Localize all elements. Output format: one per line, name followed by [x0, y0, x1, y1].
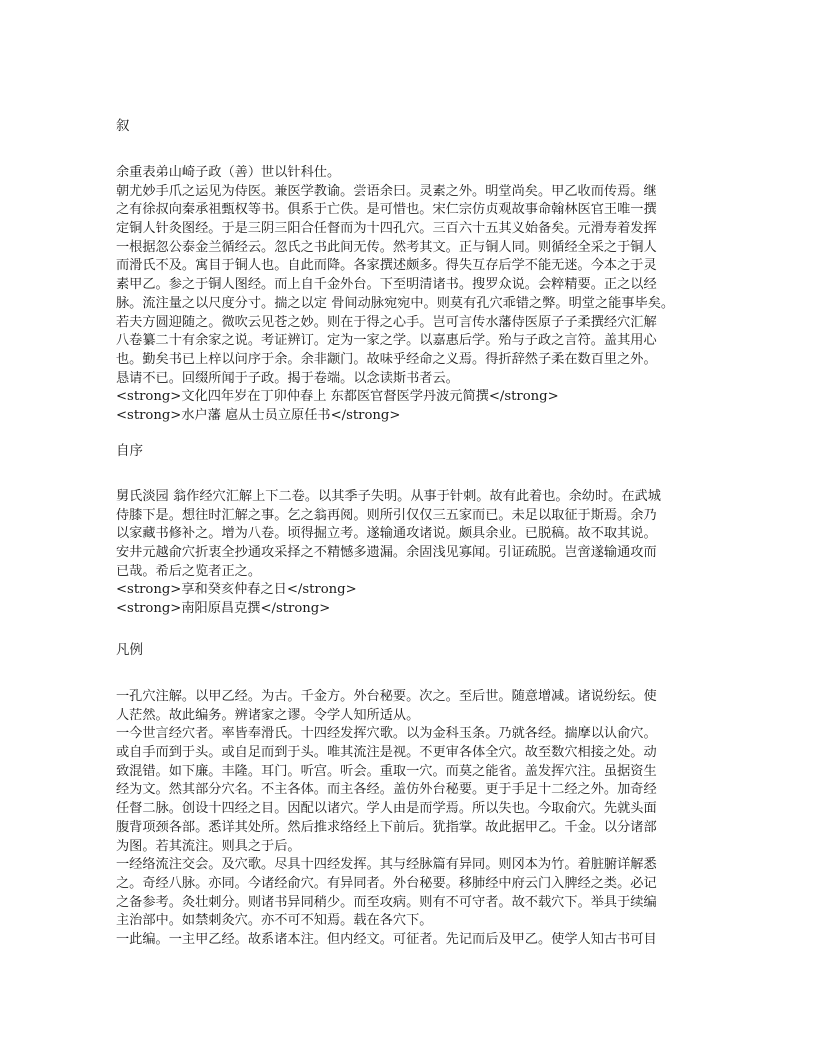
signature-line: <strong>文化四年岁在丁卯仲春上 东都医官督医学丹波元简撰</strong>	[116, 389, 559, 405]
text-line: 为图。若其流注。则具之于后。	[116, 838, 301, 854]
text-line: 脉。流注量之以尺度分寸。揣之以定 骨间动脉宛宛中。则莫有孔穴乖错之弊。明堂之能事毕矣。	[116, 295, 675, 311]
text-line: 任督二脉。创设十四经之目。因配以诸穴。学人由是而学焉。所以失也。今取俞穴。先就头面	[116, 801, 657, 817]
section-body-preface	[116, 164, 706, 426]
signature-line: <strong>享和癸亥仲春之日</strong>	[116, 582, 357, 598]
text-line: 之备参考。灸壮刺分。则诸书异同稍少。而至攻病。则有不可守者。故不载穴下。举具于续编	[116, 894, 657, 910]
text-line: 一根据忽公泰金兰循经云。忽氏之书此间无传。然考其文。正与铜人同。则循经全采之于铜人	[116, 239, 657, 255]
text-line: 也。勤矣书已上梓以问序于余。余非颛门。故味乎经命之义焉。得折辞然子柔在数百里之外。	[116, 351, 657, 367]
text-line: 舅氏淡园 翁作经穴汇解上下二卷。以其季子失明。从事于针刺。故有此着也。余幼时。在武城	[116, 489, 661, 504]
text-line: 若夫方圆迎随之。微吹云见苍之妙。则在于得之心手。岂可言传水藩侍医原子子柔撰经穴汇解	[116, 314, 657, 330]
section-body-author-preface	[116, 488, 706, 619]
section-title-conventions: 凡例	[116, 642, 143, 658]
text-line: 人茫然。故此编务。辨诸家之谬。令学人知所适从。	[116, 707, 420, 723]
text-line: 主治部中。如禁刺灸穴。亦不可不知焉。载在各穴下。	[116, 913, 433, 929]
signature-line: <strong>水户藩 扈从士员立原任书</strong>	[116, 407, 401, 423]
text-line: 一今世言经穴者。率皆奉滑氏。十四经发挥穴歌。以为金科玉条。乃就各经。揣摩以认俞穴。	[116, 726, 657, 742]
text-line: 侍膝下是。想往时汇解之事。乞之翁再阅。则所引仅仅三五家而已。未足以取征于斯焉。余乃	[116, 507, 657, 523]
section-body-conventions	[116, 688, 706, 950]
signature-line: <strong>南阳原昌克撰</strong>	[116, 601, 331, 617]
text-line: 以家藏书修补之。增为八卷。顷得掘立考。遂输通攻诸说。颇具余业。已脱稿。故不取其说。	[116, 526, 657, 542]
text-line: 安井元越俞穴折衷全抄通攻采择之不精憾多遗漏。余固浅见寡闻。引证疏脱。岂啻遂输通攻而	[116, 545, 657, 561]
section-title-preface: 叙	[116, 118, 130, 134]
section-title-author-preface: 自序	[116, 443, 143, 459]
text-line: 之。奇经八脉。亦同。今诸经俞穴。有异同者。外台秘要。移肺经中府云门入脾经之类。必记	[116, 875, 657, 891]
text-line: 一孔穴注解。以甲乙经。为古。千金方。外台秘要。次之。至后世。随意增减。诸说纷纭。使	[116, 689, 657, 704]
text-line: 已哉。希后之览者正之。	[116, 563, 262, 579]
text-line: 而滑氏不及。寓目于铜人也。自此而降。各家撰述颇多。得失互存后学不能无迷。今本之于灵	[116, 258, 657, 274]
text-line: 之有徐叔向秦承祖甄权等书。俱系于亡佚。是可惜也。宋仁宗仿贞观故事命翰林医官王唯一撰	[116, 202, 657, 218]
text-line: 恳请不已。回缀所闻于子政。揭于卷端。以念读斯书者云。	[116, 370, 459, 386]
text-line: 腹背项颈各部。悉详其处所。然后推求络经上下前后。犹指掌。故此据甲乙。千金。以分诸部	[116, 819, 657, 835]
text-line: 致混错。如下廉。丰隆。耳门。听宫。听会。重取一穴。而莫之能省。盖发挥穴注。虽据资生	[116, 763, 657, 779]
text-line: 定铜人针灸图经。于是三阴三阳合任督而为十四孔穴。三百六十五其义始备矣。元滑寿着发挥	[116, 221, 657, 237]
text-line: 八卷纂二十有余家之说。考证辨订。定为一家之学。以嘉惠后学。殆与子政之言符。盖其用心	[116, 333, 657, 349]
text-line: 朝尤妙手爪之运见为侍医。兼医学教谕。尝语余曰。灵素之外。明堂尚矣。甲乙收而传焉。继	[116, 183, 657, 199]
text-line: 一此编。一主甲乙经。故系诸本注。但内经文。可征者。先记而后及甲乙。使学人知古书可目	[116, 931, 657, 947]
text-line: 素甲乙。参之于铜人图经。而上自千金外台。下至明清诸书。搜罗众说。会粹精要。正之以经	[116, 277, 657, 293]
text-line: 一经络流注交会。及穴歌。尽具十四经发挥。其与经脉篇有异同。则冈本为竹。着脏腑详解悉	[116, 857, 657, 873]
text-line: 余重表弟山崎子政（善）世以针科仕。	[116, 165, 341, 180]
text-line: 经为文。然其部分穴名。不主各体。而主各经。盖仿外台秘要。更于手足十二经之外。加奇经	[116, 782, 657, 798]
text-line: 或自手而到于头。或自足而到于头。唯其流注是视。不更审各体全穴。故至数穴相接之处。动	[116, 745, 657, 761]
